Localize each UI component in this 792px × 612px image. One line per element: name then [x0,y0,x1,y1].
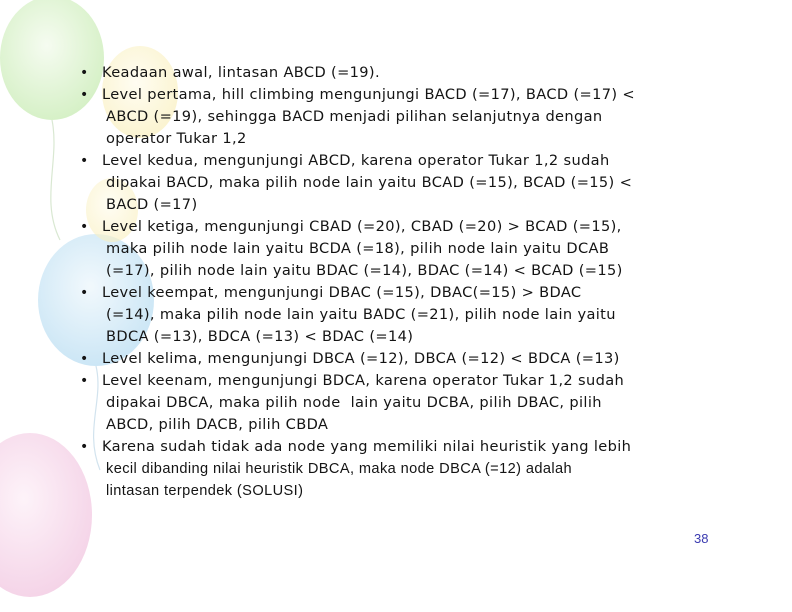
bullet-item [76,348,726,370]
bullet-line: operator Tukar 1,2 [106,130,247,147]
bullet-line: Level pertama, hill climbing mengunjungi BACD (=17), BACD (=17) < [102,86,635,103]
bullet-dot-icon: • [80,285,89,301]
bullet-dot-icon: • [80,87,89,103]
bullet-line: Level kedua, mengunjungi ABCD, karena operator Tukar 1,2 sudah [102,152,610,169]
bullet-line: (=17), pilih node lain yaitu BDAC (=14), BDAC (=14) < BCAD (=15) [106,262,623,279]
bullet-line: BACD (=17) [106,196,198,213]
bullet-dot-icon: • [80,351,89,367]
bullet-line: Karena sudah tidak ada node yang memiliki nilai heuristik yang lebih [102,438,632,455]
bullet-line: (=14), maka pilih node lain yaitu BADC (=21), pilih node lain yaitu [106,306,616,323]
bullet-item [76,436,726,502]
bullet-item [76,62,726,84]
bullet-line: Level ketiga, mengunjungi CBAD (=20), CBAD (=20) > BCAD (=15), [102,218,622,235]
bullet-line: lintasan terpendek (SOLUSI) [106,483,304,499]
bullet-dot-icon: • [80,153,89,169]
bullet-line: dipakai BACD, maka pilih node lain yaitu BCAD (=15), BCAD (=15) < [106,174,633,191]
bullet-line: ABCD, pilih DACB, pilih CBDA [106,416,329,433]
bullet-line: kecil dibanding nilai heuristik DBCA, maka node DBCA (=12) adalah [106,461,573,477]
bullet-item [76,282,726,348]
bullet-item [76,150,726,216]
bullet-line: Level keenam, mengunjungi BDCA, karena operator Tukar 1,2 sudah [102,372,625,389]
page-number: 38 [694,531,709,546]
bullet-line: maka pilih node lain yaitu BCDA (=18), pilih node lain yaitu DCAB [106,240,610,257]
bullet-item [76,216,726,282]
bullet-line: Level kelima, mengunjungi DBCA (=12), DBCA (=12) < BDCA (=13) [102,350,620,367]
bullet-line: ABCD (=19), sehingga BACD menjadi pilihan selanjutnya dengan [106,108,603,125]
bullet-line: BDCA (=13), BDCA (=13) < BDAC (=14) [106,328,414,345]
balloon-string [51,120,60,240]
bullet-dot-icon: • [80,373,89,389]
bullet-dot-icon: • [80,439,89,455]
bullet-line: Level keempat, mengunjungi DBAC (=15), DBAC(=15) > BDAC [102,284,582,301]
bullet-line: Keadaan awal, lintasan ABCD (=19). [102,64,380,81]
bullet-item [76,370,726,436]
bullet-dot-icon: • [80,65,89,81]
slide-content [76,62,726,502]
bullet-dot-icon: • [80,219,89,235]
bullet-list [76,62,726,502]
bullet-item [76,84,726,150]
bullet-line: dipakai DBCA, maka pilih node lain yaitu DCBA, pilih DBAC, pilih [106,394,602,411]
